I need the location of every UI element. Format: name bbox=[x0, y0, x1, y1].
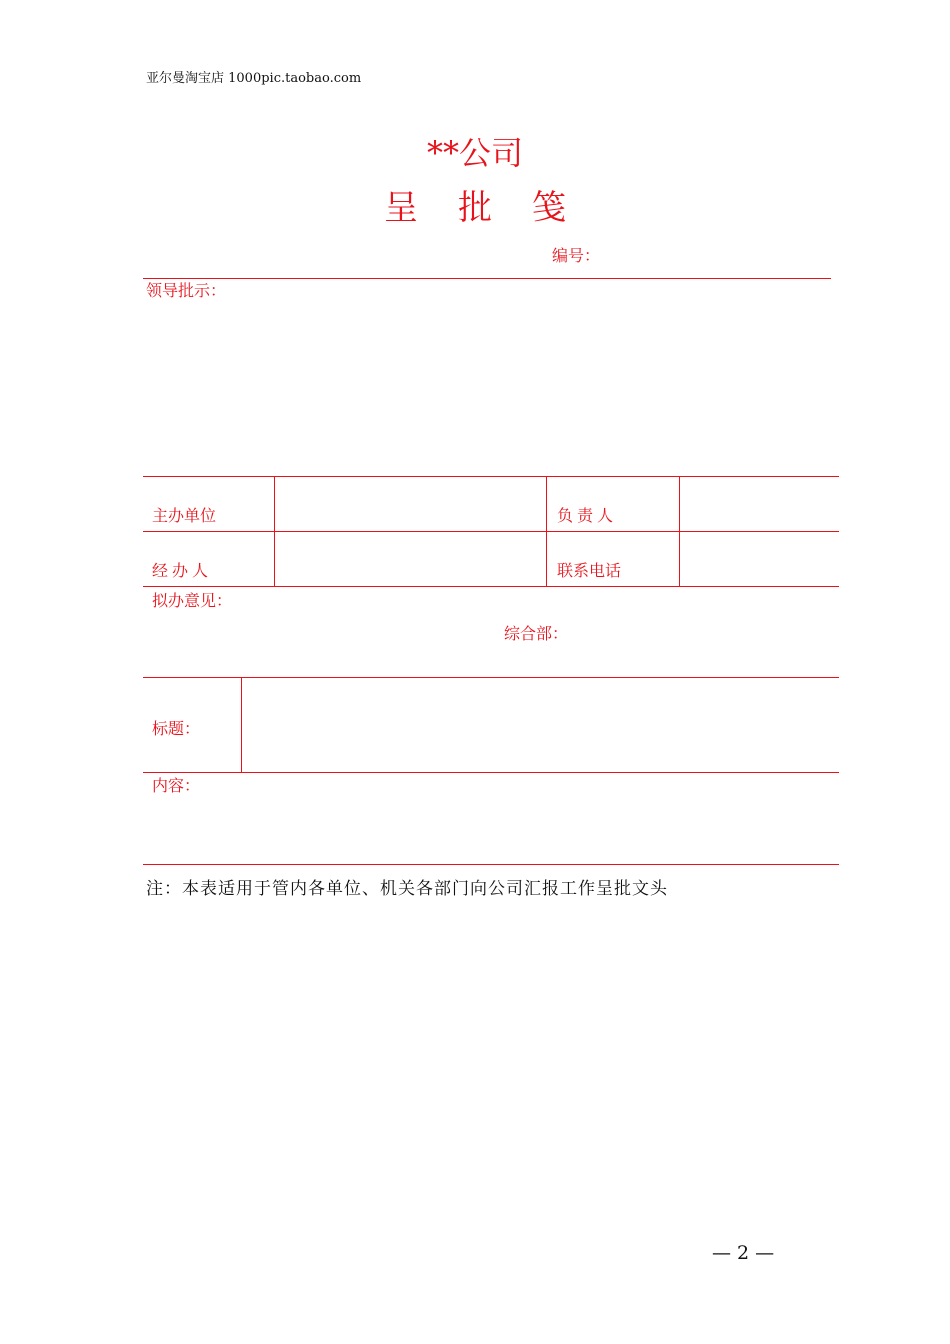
proposed-opinion-label: 拟办意见： bbox=[152, 591, 233, 610]
subject-label: 标题： bbox=[152, 719, 201, 738]
info-table-middle-border bbox=[143, 531, 839, 532]
header-note: 亚尔曼淘宝店 1000pic.taobao.com bbox=[146, 71, 362, 86]
info-table-divider-1 bbox=[274, 476, 275, 587]
handler-label: 经办人 bbox=[152, 561, 213, 580]
subject-divider bbox=[241, 677, 242, 773]
subject-top-border bbox=[143, 677, 839, 678]
info-table-top-border bbox=[143, 476, 839, 477]
subject-bottom-border bbox=[143, 772, 839, 773]
general-department-label: 综合部： bbox=[504, 624, 569, 643]
info-table-divider-2 bbox=[546, 476, 547, 587]
serial-number-label: 编号： bbox=[552, 246, 601, 265]
contact-phone-label: 联系电话 bbox=[557, 561, 622, 580]
document-title: 呈批笺 bbox=[384, 188, 606, 228]
host-unit-label: 主办单位 bbox=[152, 506, 217, 525]
company-title: **公司 bbox=[426, 134, 523, 172]
bottom-divider bbox=[143, 864, 839, 865]
content-label: 内容： bbox=[152, 776, 201, 795]
info-table-bottom-border bbox=[143, 586, 839, 587]
info-table-divider-3 bbox=[679, 476, 680, 587]
responsible-person-label: 负责人 bbox=[557, 506, 618, 525]
page-number: — 2 — bbox=[712, 1242, 775, 1264]
leader-instruction-label: 领导批示： bbox=[146, 281, 227, 300]
top-divider bbox=[143, 278, 831, 279]
footnote: 注：本表适用于管内各单位、机关各部门向公司汇报工作呈批文头 bbox=[146, 879, 668, 899]
